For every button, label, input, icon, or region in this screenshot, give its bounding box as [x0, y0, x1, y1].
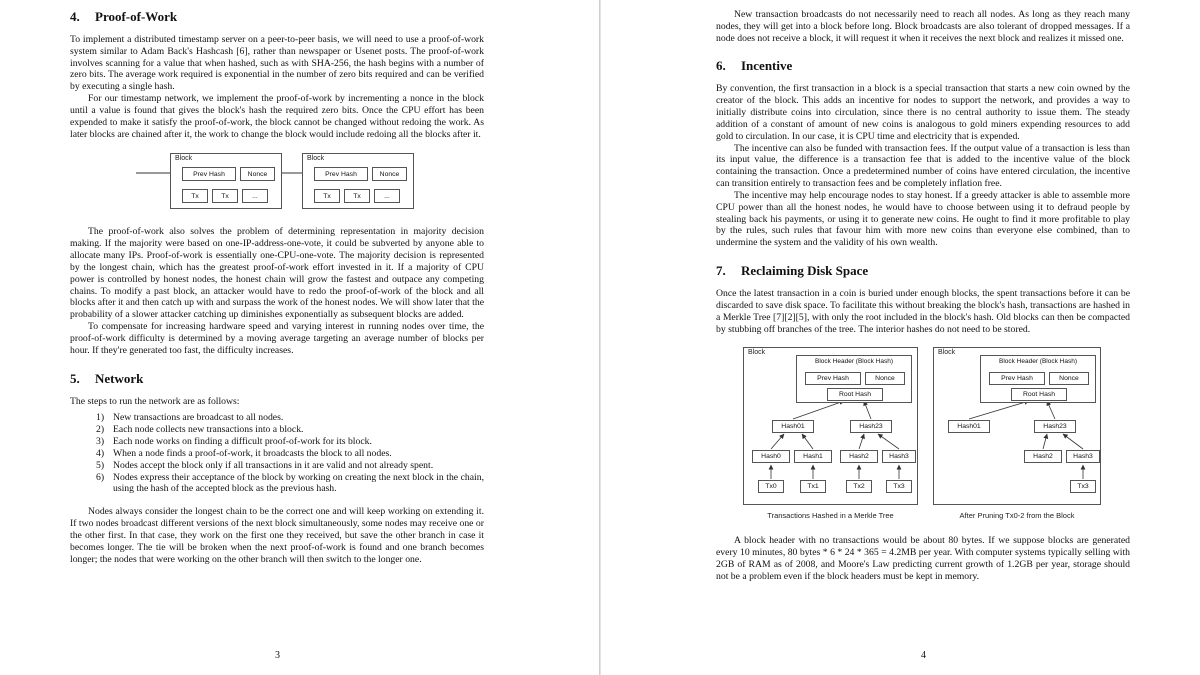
block-label: Block — [307, 155, 325, 163]
tx0-box: Tx0 — [758, 480, 784, 493]
network-step-6 — [96, 472, 484, 496]
tx-box: Tx — [344, 189, 370, 203]
prev-hash-box: Prev Hash — [989, 372, 1045, 385]
block-box-1 — [170, 153, 282, 209]
block-header-box — [796, 355, 912, 403]
section-7-number: 7. — [716, 263, 726, 279]
block-header-label: Block Header (Block Hash) — [998, 358, 1078, 366]
tx-ellipsis-box: ... — [374, 189, 400, 203]
tx-box: Tx — [182, 189, 208, 203]
section-6-heading — [716, 58, 1130, 74]
step-number: 6) — [96, 471, 105, 483]
step-number: 5) — [96, 459, 105, 471]
hash23-box: Hash23 — [850, 420, 892, 433]
hash01-box: Hash01 — [772, 420, 814, 433]
section-4-title: Proof-of-Work — [95, 9, 178, 24]
tx3-box: Tx3 — [1070, 480, 1096, 493]
root-hash-box: Root Hash — [827, 388, 883, 401]
step-text: Each node collects new transactions into a block. — [113, 424, 304, 436]
tx-ellipsis-box: ... — [242, 189, 268, 203]
tx3-box: Tx3 — [886, 480, 912, 493]
pow-paragraph-2: For our timestamp network, we implement the proof-of-work by incrementing a nonce in the block until a value is found that gives the block's hash the required zero bits. Once the CPU effort has been expended to make it satisfy the proof-of-work, the block cannot be changed without redoing the work. As later blocks are chained after it, the work to change the block would include redoing all the blocks after it. — [70, 93, 484, 140]
incentive-paragraph-2: The incentive can also be funded with transaction fees. If the output value of a transaction is less than its input value, the difference is a transaction fee that is added to the incentive value of the block containing the transaction. Once a predetermined number of coins have entered circulation, the incentive can transition entirely to transaction fees and be completely inflation free. — [716, 142, 1130, 190]
disk-space-paragraph-2: A block header with no transactions would be about 80 bytes. If we suppose blocks are generated every 10 minutes, 80 bytes * 6 * 24 * 365 = 4.2MB per year. With computer systems typically selling with 2GB of RAM as of 2008, and Moore's Law predicting current growth of 1.2GB per year, storage should not be a problem even if the block headers must be kept in memory. — [716, 535, 1130, 582]
section-6-title: Incentive — [741, 58, 793, 74]
page-number-4: 4 — [921, 650, 926, 661]
step-text: Nodes express their acceptance of the block by working on creating the next block in the chain, using the hash of the accepted block as the previous hash. — [113, 471, 484, 495]
network-intro: The steps to run the network are as follows: — [70, 395, 240, 407]
block-box-2 — [302, 153, 414, 209]
nonce-box: Nonce — [372, 167, 407, 181]
network-step-5 — [96, 460, 484, 472]
pow-paragraph-3: The proof-of-work also solves the problem of determining representation in majority decision making. If the majority were based on one-IP-address-one-vote, it could be subverted by anyone able to allocate many IPs. Proof-of-work is essentially one-CPU-one-vote. The majority decision is represented by the longest chain, which has the greatest proof-of-work effort invested in it. If a majority of CPU power is controlled by honest nodes, the honest chain will grow the fastest and outpace any competing chains. To modify a past block, an attacker would have to redo the proof-of-work of the block and all blocks after it and then catch up with and surpass the work of the honest nodes. We will show later that the probability of a slower attacker catching up diminishes exponentially as subsequent blocks are added. — [70, 226, 484, 321]
tx-box: Tx — [314, 189, 340, 203]
prev-hash-box: Prev Hash — [182, 167, 236, 181]
prev-hash-box: Prev Hash — [805, 372, 861, 385]
merkle-tree-figure — [716, 347, 1130, 527]
nonce-box: Nonce — [240, 167, 275, 181]
root-hash-box: Root Hash — [1011, 388, 1067, 401]
block-header-label: Block Header (Block Hash) — [814, 358, 894, 366]
step-number: 1) — [96, 412, 105, 424]
step-text: New transactions are broadcast to all nodes. — [113, 412, 284, 424]
blockchain-figure — [70, 150, 484, 214]
section-6-number: 6. — [716, 58, 726, 74]
network-step-1 — [96, 412, 484, 424]
step-text: Each node works on finding a difficult proof-of-work for its block. — [113, 436, 372, 448]
block-header-box — [980, 355, 1096, 403]
section-4-number: 4. — [70, 9, 80, 24]
block-label: Block — [748, 349, 766, 357]
pow-paragraph-1: To implement a distributed timestamp server on a peer-to-peer basis, we will need to use a proof-of-work system similar to Adam Back's Hashcash [6], rather than newspaper or Usenet posts. The proof-of-work involves scanning for a value that when hashed, such as with SHA-256, the hash begins with a number of zero bits. The average work required is exponential in the number of zero bits required and can be verified by executing a single hash. — [70, 34, 484, 93]
step-text: Nodes accept the block only if all transactions in it are valid and not already spent. — [113, 459, 434, 471]
step-number: 4) — [96, 447, 105, 459]
hash1-box: Hash1 — [794, 450, 832, 463]
section-7-title: Reclaiming Disk Space — [741, 263, 869, 279]
nonce-box: Nonce — [865, 372, 905, 385]
nonce-box: Nonce — [1049, 372, 1089, 385]
section-5-number: 5. — [70, 370, 80, 386]
merkle-caption-right: After Pruning Tx0-2 from the Block — [959, 511, 1075, 521]
page-4 — [600, 0, 1200, 675]
merkle-caption-left: Transactions Hashed in a Merkle Tree — [767, 511, 894, 521]
section-5-heading — [70, 371, 484, 387]
block-label: Block — [175, 155, 193, 163]
network-step-4 — [96, 448, 484, 460]
section-5-title: Network — [95, 370, 144, 386]
hash0-box: Hash0 — [752, 450, 790, 463]
hash2-box: Hash2 — [1024, 450, 1062, 463]
network-steps-list — [96, 412, 484, 495]
incentive-paragraph-1: By convention, the first transaction in a block is a special transaction that starts a new coin owned by the creator of the block. This adds an incentive for nodes to support the network, and provides a way to initially distribute coins into circulation, since there is no central authority to issue them. The steady addition of a constant of amount of new coins is analogous to gold miners expending resources to add gold to circulation. In our case, it is CPU time and electricity that is expended. — [716, 83, 1130, 142]
network-step-2 — [96, 424, 484, 436]
hash3-box: Hash3 — [882, 450, 916, 463]
incentive-paragraph-3: The incentive may help encourage nodes to stay honest. If a greedy attacker is able to assemble more CPU power than all the honest nodes, he would have to choose between using it to defraud people by stealing back his payments, or using it to generate new coins. He ought to find it more profitable to play by the rules, such rules that favour him with more new coins than everyone else combined, than to undermine the system and the validity of his own wealth. — [716, 189, 1130, 249]
network-continuation-paragraph: New transaction broadcasts do not necessarily need to reach all nodes. As long as they reach many nodes, they will get into a block before long. Block broadcasts are also tolerant of dropped messages. If a node does not receive a block, it will request it when it receives the next block and realizes it missed one. — [716, 9, 1130, 44]
hash23-box: Hash23 — [1034, 420, 1076, 433]
tx2-box: Tx2 — [846, 480, 872, 493]
hash3-box: Hash3 — [1066, 450, 1100, 463]
section-4-heading — [70, 9, 484, 25]
network-step-3 — [96, 436, 484, 448]
network-paragraph: Nodes always consider the longest chain to be the correct one and will keep working on extending it. If two nodes broadcast different versions of the next block simultaneously, some nodes may receive one or the other first. In that case, they work on the first one they received, but save the other branch in case it becomes longer. The tie will be broken when the next proof-of-work is found and one branch becomes longer; the nodes that were working on the other branch will then switch to the longer one. — [70, 506, 484, 565]
step-text: When a node finds a proof-of-work, it broadcasts the block to all nodes. — [113, 447, 392, 459]
section-7-heading — [716, 263, 1130, 279]
tx-box: Tx — [212, 189, 238, 203]
tx1-box: Tx1 — [800, 480, 826, 493]
disk-space-paragraph-1: Once the latest transaction in a coin is buried under enough blocks, the spent transactions before it can be discarded to save disk space. To facilitate this without breaking the block's hash, transactions are hashed in a Merkle Tree [7][2][5], with only the root included in the block's hash. Old blocks can then be compacted by stubbing off branches of the tree. The interior hashes do not need to be stored. — [716, 288, 1130, 335]
merkle-block-full — [743, 347, 918, 505]
hash01-box: Hash01 — [948, 420, 990, 433]
block-label: Block — [938, 349, 956, 357]
step-number: 2) — [96, 424, 105, 436]
prev-hash-box: Prev Hash — [314, 167, 368, 181]
pow-paragraph-4: To compensate for increasing hardware speed and varying interest in running nodes over time, the proof-of-work difficulty is determined by a moving average targeting an average number of blocks per hour. If they're generated too fast, the difficulty increases. — [70, 321, 484, 356]
step-number: 3) — [96, 436, 105, 448]
page-number-3: 3 — [275, 650, 280, 661]
merkle-block-pruned — [933, 347, 1101, 505]
hash2-box: Hash2 — [840, 450, 878, 463]
